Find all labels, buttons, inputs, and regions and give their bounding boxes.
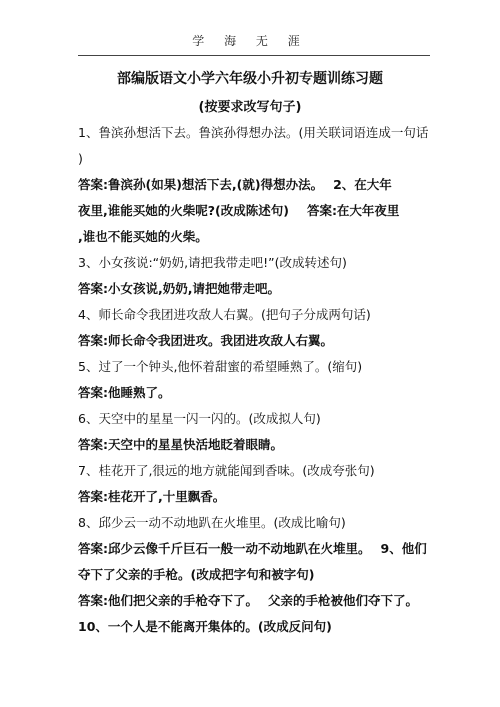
answer-8: 答案:邱少云像千斤巨石一般一动不动地趴在火堆里。 9、他们 [78,541,427,556]
question-2-line-1: 2、在大年 [333,177,392,192]
question-8: 8、邱少云一动不动地趴在火堆里。(改成比喻句) [78,515,346,530]
answer-1: 答案:鲁滨孙(如果)想活下去,(就)得想办法。 2、在大年 [78,177,392,192]
question-6: 6、天空中的星星一闪一闪的。(改成拟人句) [78,411,321,426]
page-header: 学 海 无 涯 [192,34,308,48]
question-4: 4、师长命令我团进攻敌人右翼。(把句子分成两句话) [78,307,371,322]
question-2-line-2: 夜里,谁能买她的火柴呢?(改成陈述句) 答案:在大年夜里 [78,203,400,218]
question-10: 10、一个人是不能离开集体的。(改成反问句) [78,619,332,634]
question-1-line-1: 1、鲁滨孙想活下去。鲁滨孙得想办法。(用关联词语连成一句话 [78,125,429,140]
answer-7: 答案:桂花开了,十里飘香。 [78,489,226,504]
page-title: 部编版语文小学六年级小升初专题训练习题 [117,71,383,87]
answer-2-line-2: ,谁也不能买她的火柴。 [78,229,208,244]
answer-6: 答案:天空中的星星快活地眨着眼睛。 [78,437,283,452]
question-7: 7、桂花开了,很远的地方就能闻到香味。(改成夸张句) [78,463,375,478]
question-1-line-2: ) [78,151,83,166]
question-9-line-2: 夺下了父亲的手枪。(改成把字句和被字句) [78,567,315,582]
page-subtitle: (按要求改写句子) [198,100,302,115]
answer-2-line-1: 答案:在大年夜里 [306,203,400,218]
exercise-list [78,120,438,640]
header-divider [78,55,430,56]
answer-3: 答案:小女孩说,奶奶,请把她带走吧。 [78,281,280,296]
question-3: 3、小女孩说:“奶奶,请把我带走吧!”(改成转述句) [78,255,347,270]
answer-5: 答案:他睡熟了。 [78,385,171,400]
answer-9: 答案:他们把父亲的手枪夺下了。 父亲的手枪被他们夺下了。 [78,593,419,608]
answer-4: 答案:师长命令我团进攻。我团进攻敌人右翼。 [78,333,333,348]
question-9-line-1: 9、他们 [380,541,427,556]
question-5: 5、过了一个钟头,他怀着甜蜜的希望睡熟了。(缩句) [78,359,363,374]
